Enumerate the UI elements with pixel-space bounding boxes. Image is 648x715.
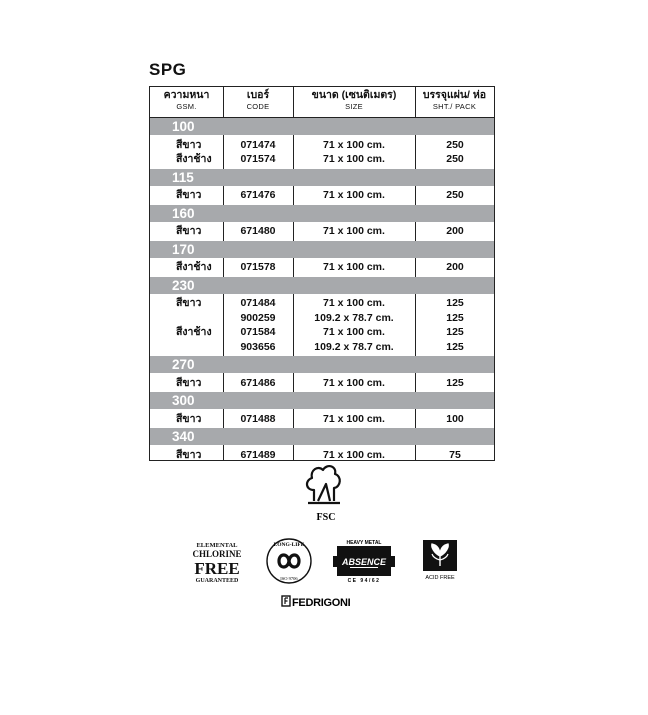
- long-life-logo: [267, 539, 311, 583]
- code-value: 671489: [240, 448, 276, 461]
- header-thickness: ความหนา GSM.: [163, 89, 210, 111]
- code-value: 900259: [240, 311, 276, 324]
- code-value: 071574: [240, 153, 276, 165]
- size-value: 71 x 100 cm.: [323, 189, 385, 201]
- code-value: 903656: [240, 340, 276, 353]
- ecf-logo: [192, 542, 241, 584]
- color-label: สีขาว: [176, 297, 202, 309]
- svg-text:ELEMENTAL: ELEMENTAL: [196, 542, 238, 549]
- color-label: สีขาว: [176, 376, 202, 389]
- color-label: สีขาว: [176, 189, 202, 201]
- fedrigoni-logo: [282, 596, 351, 609]
- svg-text:HEAVY METAL: HEAVY METAL: [346, 540, 382, 546]
- svg-text:ISO 9706: ISO 9706: [280, 576, 298, 581]
- svg-text:FEDRIGONI: FEDRIGONI: [292, 597, 351, 609]
- size-value: 71 x 100 cm.: [323, 225, 385, 237]
- pack-value: 250: [446, 153, 464, 165]
- size-value: 109.2 x 78.7 cm.: [314, 340, 394, 353]
- color-label: สีขาว: [176, 138, 202, 151]
- gsm-value: 270: [172, 357, 195, 372]
- gsm-value: 300: [172, 393, 195, 408]
- header-pack: บรรจุแผ่น/ ห่อ SHT./ PACK: [422, 89, 487, 111]
- size-value: 71 x 100 cm.: [323, 448, 385, 461]
- svg-text:GUARANTEED: GUARANTEED: [195, 578, 239, 584]
- heavy-metal-absence-logo: [333, 540, 395, 584]
- code-value: 071484: [240, 297, 276, 309]
- svg-text:ACID FREE: ACID FREE: [425, 575, 455, 581]
- page-title: SPG: [149, 60, 187, 79]
- code-value: 071578: [240, 261, 276, 273]
- pack-value: 200: [446, 225, 464, 237]
- color-label: สีงาช้าง: [176, 261, 212, 273]
- pack-value: 75: [449, 448, 461, 461]
- size-value: 71 x 100 cm.: [323, 326, 385, 338]
- svg-text:CHLORINE: CHLORINE: [192, 549, 242, 559]
- svg-text:FREE: FREE: [194, 559, 240, 578]
- code-value: 071488: [240, 412, 276, 425]
- pack-value: 250: [446, 138, 464, 151]
- code-value: 071584: [240, 326, 276, 338]
- pack-value: 125: [446, 376, 464, 389]
- size-value: 71 x 100 cm.: [323, 261, 385, 273]
- pack-value: 250: [446, 189, 464, 201]
- color-label: สีขาว: [176, 225, 202, 237]
- fsc-label: FSC: [316, 512, 336, 523]
- color-label: สีขาว: [176, 448, 202, 461]
- color-label: สีงาช้าง: [176, 326, 212, 338]
- gsm-value: 160: [172, 205, 195, 221]
- size-value: 71 x 100 cm.: [323, 297, 385, 309]
- pack-value: 200: [446, 261, 464, 273]
- size-value: 71 x 100 cm.: [323, 153, 385, 165]
- acid-free-logo: [423, 540, 457, 581]
- color-label: สีขาว: [176, 412, 202, 425]
- fsc-logo: [307, 466, 340, 503]
- pack-value: 100: [446, 412, 464, 425]
- size-value: 71 x 100 cm.: [323, 412, 385, 425]
- gsm-value: 230: [172, 277, 195, 293]
- gsm-value: 340: [172, 429, 195, 444]
- header-size: ขนาด (เซนติเมตร) SIZE: [311, 89, 397, 111]
- svg-text:CE 94/62: CE 94/62: [347, 578, 381, 584]
- pack-value: 125: [446, 311, 464, 324]
- size-value: 109.2 x 78.7 cm.: [314, 311, 394, 324]
- pack-value: 125: [446, 340, 464, 353]
- svg-text:ABSENCE: ABSENCE: [341, 557, 387, 567]
- gsm-value: 115: [172, 169, 194, 185]
- code-value: 071474: [240, 138, 276, 151]
- color-label: สีงาช้าง: [176, 153, 212, 165]
- header-code: เบอร์ CODE: [246, 89, 270, 111]
- pack-value: 125: [446, 297, 464, 309]
- gsm-value: 100: [172, 119, 195, 134]
- svg-text:LONG-LIFE: LONG-LIFE: [273, 542, 305, 548]
- size-value: 71 x 100 cm.: [323, 376, 385, 389]
- code-value: 671486: [240, 376, 276, 389]
- gsm-value: 170: [172, 241, 195, 257]
- code-value: 671480: [240, 225, 276, 237]
- pack-value: 125: [446, 326, 464, 338]
- size-value: 71 x 100 cm.: [323, 138, 385, 151]
- code-value: 671476: [240, 189, 276, 201]
